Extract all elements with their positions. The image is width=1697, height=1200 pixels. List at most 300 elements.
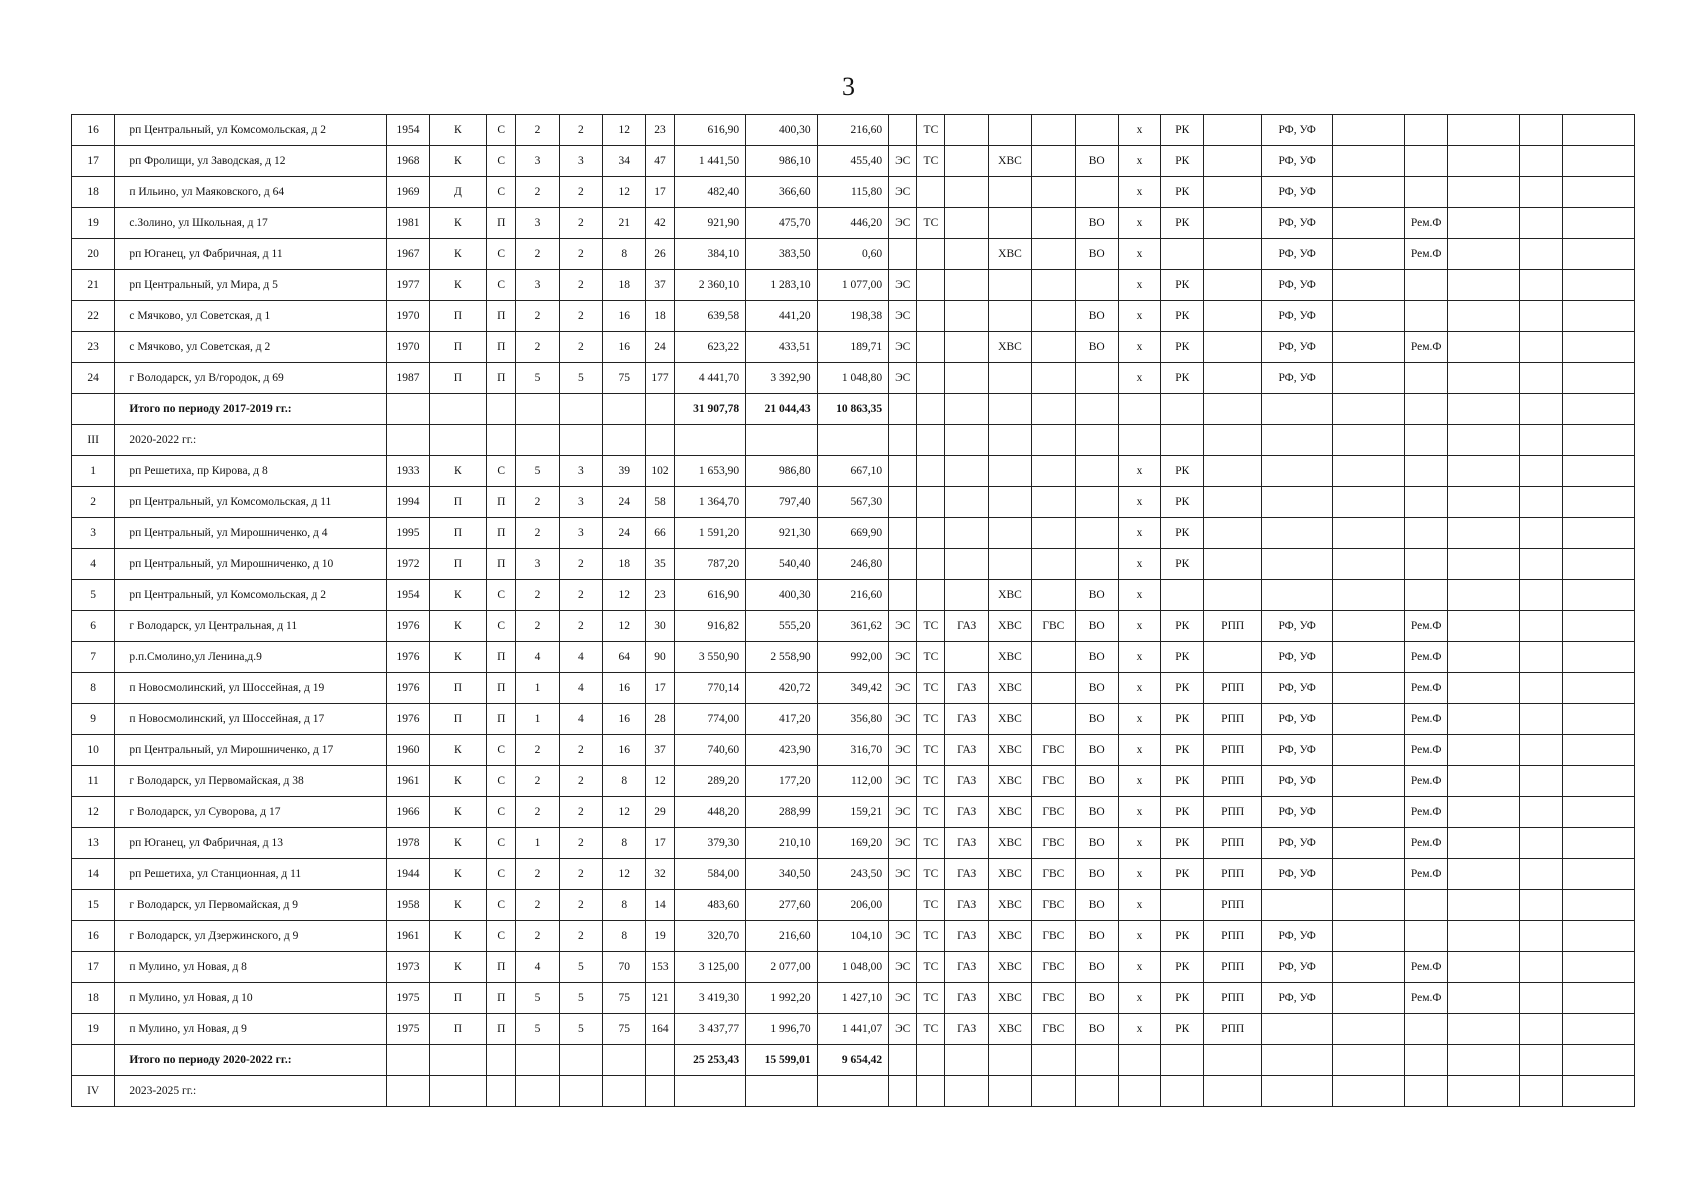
table-cell: х — [1118, 301, 1160, 332]
table-cell: 5 — [559, 1014, 602, 1045]
table-cell: 12 — [603, 797, 646, 828]
table-cell — [1333, 518, 1405, 549]
table-cell: 5 — [559, 983, 602, 1014]
table-cell: 1966 — [387, 797, 429, 828]
table-cell: К — [429, 952, 486, 983]
table-cell: 115,80 — [817, 177, 889, 208]
table-cell: ХВС — [988, 766, 1031, 797]
table-cell: 384,10 — [674, 239, 746, 270]
table-cell: х — [1118, 239, 1160, 270]
table-cell — [603, 394, 646, 425]
table-cell: ТС — [917, 859, 945, 890]
table-cell: 75 — [603, 983, 646, 1014]
table-cell: 198,38 — [817, 301, 889, 332]
row-number-cell: 10 — [72, 735, 115, 766]
table-cell — [516, 394, 559, 425]
table-cell — [1161, 1076, 1204, 1107]
table-cell: 66 — [646, 518, 674, 549]
table-cell — [746, 425, 818, 456]
table-cell: 15 599,01 — [746, 1045, 818, 1076]
table-cell — [1204, 363, 1261, 394]
table-cell: Рем.Ф — [1404, 952, 1447, 983]
row-number-cell: 16 — [72, 115, 115, 146]
table-cell: К — [429, 642, 486, 673]
table-cell — [889, 580, 917, 611]
table-cell: Д — [429, 177, 486, 208]
table-cell: Рем.Ф — [1404, 859, 1447, 890]
table-cell: 797,40 — [746, 487, 818, 518]
table-cell: С — [487, 766, 516, 797]
table-cell: 2 — [559, 580, 602, 611]
table-cell: 8 — [603, 890, 646, 921]
table-row — [72, 177, 1635, 208]
table-cell: РК — [1161, 301, 1204, 332]
table-cell: 349,42 — [817, 673, 889, 704]
address-cell: г Володарск, ул Суворова, д 17 — [115, 797, 387, 828]
table-cell — [1333, 301, 1405, 332]
registry-table — [71, 114, 1635, 1107]
table-cell — [1032, 549, 1075, 580]
table-cell — [1448, 797, 1520, 828]
table-cell: 567,30 — [817, 487, 889, 518]
table-cell: ХВС — [988, 642, 1031, 673]
table-cell: 153 — [646, 952, 674, 983]
table-cell — [1333, 642, 1405, 673]
table-cell: Рем.Ф — [1404, 797, 1447, 828]
table-cell — [1448, 952, 1520, 983]
table-cell: РПП — [1204, 890, 1261, 921]
table-cell: 16 — [603, 704, 646, 735]
table-cell: ТС — [917, 115, 945, 146]
table-cell — [1563, 270, 1635, 301]
address-cell: г Володарск, ул Первомайская, д 38 — [115, 766, 387, 797]
row-number-cell: 18 — [72, 177, 115, 208]
table-cell: 1 077,00 — [817, 270, 889, 301]
table-cell — [1448, 673, 1520, 704]
table-cell: 433,51 — [746, 332, 818, 363]
table-cell — [1161, 425, 1204, 456]
table-cell: С — [487, 177, 516, 208]
table-cell: ХВС — [988, 1014, 1031, 1045]
table-cell: х — [1118, 363, 1160, 394]
table-cell — [1448, 549, 1520, 580]
table-cell: РПП — [1204, 952, 1261, 983]
table-cell: ГВС — [1032, 983, 1075, 1014]
table-cell — [1118, 425, 1160, 456]
table-cell — [1204, 208, 1261, 239]
table-cell: 121 — [646, 983, 674, 1014]
table-cell — [917, 549, 945, 580]
table-cell: 2 — [559, 239, 602, 270]
table-cell — [1519, 1014, 1562, 1045]
table-cell — [603, 1045, 646, 1076]
address-cell: с.Золино, ул Школьная, д 17 — [115, 208, 387, 239]
table-cell — [1448, 1045, 1520, 1076]
table-cell — [917, 580, 945, 611]
table-cell — [1333, 673, 1405, 704]
table-cell: 58 — [646, 487, 674, 518]
table-cell — [1333, 208, 1405, 239]
table-cell — [1161, 580, 1204, 611]
table-cell: 616,90 — [674, 115, 746, 146]
table-cell — [1563, 487, 1635, 518]
table-cell: 21 — [603, 208, 646, 239]
table-cell: 2 — [516, 890, 559, 921]
table-cell — [1032, 1045, 1075, 1076]
table-cell: 3 392,90 — [746, 363, 818, 394]
table-cell: К — [429, 921, 486, 952]
row-number-cell: 11 — [72, 766, 115, 797]
table-cell: ЭС — [889, 146, 917, 177]
table-row — [72, 797, 1635, 828]
table-cell: П — [487, 487, 516, 518]
table-cell: К — [429, 828, 486, 859]
table-cell: 2 — [516, 921, 559, 952]
table-cell: 288,99 — [746, 797, 818, 828]
table-cell — [1261, 456, 1333, 487]
table-cell: ГАЗ — [945, 797, 988, 828]
table-cell: 1 — [516, 704, 559, 735]
table-cell: 1973 — [387, 952, 429, 983]
table-cell: 17 — [646, 673, 674, 704]
table-cell: ЭС — [889, 766, 917, 797]
table-cell: х — [1118, 1014, 1160, 1045]
table-cell: ТС — [917, 704, 945, 735]
table-row — [72, 425, 1635, 456]
table-cell — [917, 301, 945, 332]
table-cell — [1519, 735, 1562, 766]
table-cell — [1261, 487, 1333, 518]
table-cell — [889, 890, 917, 921]
table-cell — [1563, 611, 1635, 642]
table-cell: 5 — [516, 983, 559, 1014]
table-cell — [988, 301, 1031, 332]
table-cell: 1 591,20 — [674, 518, 746, 549]
table-cell — [429, 1076, 486, 1107]
table-cell — [1032, 332, 1075, 363]
table-cell: 8 — [603, 766, 646, 797]
table-cell — [1448, 394, 1520, 425]
table-cell: П — [487, 704, 516, 735]
table-cell: 1972 — [387, 549, 429, 580]
row-number-cell: 14 — [72, 859, 115, 890]
table-row — [72, 611, 1635, 642]
table-cell — [1563, 177, 1635, 208]
table-cell — [1333, 487, 1405, 518]
table-cell: ГАЗ — [945, 952, 988, 983]
table-cell: К — [429, 859, 486, 890]
table-cell — [945, 332, 988, 363]
table-cell: 3 419,30 — [674, 983, 746, 1014]
table-cell — [1404, 1014, 1447, 1045]
table-cell: 21 044,43 — [746, 394, 818, 425]
table-cell: ТС — [917, 828, 945, 859]
table-cell: 639,58 — [674, 301, 746, 332]
table-cell: ЭС — [889, 270, 917, 301]
table-cell: 3 550,90 — [674, 642, 746, 673]
table-cell: П — [429, 673, 486, 704]
table-cell: ГАЗ — [945, 859, 988, 890]
table-cell — [917, 1045, 945, 1076]
table-cell — [1448, 270, 1520, 301]
table-cell — [889, 549, 917, 580]
table-cell: 1969 — [387, 177, 429, 208]
table-cell: К — [429, 239, 486, 270]
table-cell: 189,71 — [817, 332, 889, 363]
table-row — [72, 952, 1635, 983]
table-cell: РФ, УФ — [1261, 921, 1333, 952]
table-cell — [917, 1076, 945, 1107]
table-cell: РФ, УФ — [1261, 146, 1333, 177]
table-row — [72, 115, 1635, 146]
table-cell: РФ, УФ — [1261, 611, 1333, 642]
table-cell: ВО — [1075, 859, 1118, 890]
table-cell: ГАЗ — [945, 983, 988, 1014]
table-cell: 2 — [559, 921, 602, 952]
table-cell: РФ, УФ — [1261, 828, 1333, 859]
table-cell — [1404, 890, 1447, 921]
table-cell — [917, 270, 945, 301]
table-cell: Рем.Ф — [1404, 735, 1447, 766]
table-cell: 340,50 — [746, 859, 818, 890]
table-cell: П — [487, 642, 516, 673]
table-row — [72, 363, 1635, 394]
table-cell: ЭС — [889, 642, 917, 673]
table-cell — [559, 394, 602, 425]
table-cell: ЭС — [889, 363, 917, 394]
table-cell: П — [487, 301, 516, 332]
table-cell: 3 — [559, 146, 602, 177]
table-cell — [1261, 549, 1333, 580]
table-cell: 383,50 — [746, 239, 818, 270]
table-cell — [387, 1045, 429, 1076]
table-cell — [1563, 1014, 1635, 1045]
table-cell: 921,90 — [674, 208, 746, 239]
table-cell: РФ, УФ — [1261, 332, 1333, 363]
table-cell — [1333, 797, 1405, 828]
table-cell: Рем.Ф — [1404, 983, 1447, 1014]
table-cell: РПП — [1204, 983, 1261, 1014]
table-cell: ЭС — [889, 859, 917, 890]
table-cell — [889, 518, 917, 549]
table-cell — [1161, 890, 1204, 921]
row-number-cell: 8 — [72, 673, 115, 704]
table-cell: ТС — [917, 611, 945, 642]
table-cell — [1204, 239, 1261, 270]
table-cell — [1519, 239, 1562, 270]
table-cell: 177,20 — [746, 766, 818, 797]
table-cell — [1075, 456, 1118, 487]
table-cell: ГАЗ — [945, 673, 988, 704]
table-cell — [1075, 425, 1118, 456]
table-cell: 320,70 — [674, 921, 746, 952]
table-cell — [1563, 208, 1635, 239]
table-cell — [945, 1076, 988, 1107]
table-cell: х — [1118, 735, 1160, 766]
table-cell: 3 — [516, 208, 559, 239]
table-cell — [945, 1045, 988, 1076]
table-cell: 379,30 — [674, 828, 746, 859]
table-cell: 475,70 — [746, 208, 818, 239]
table-cell — [1032, 146, 1075, 177]
table-cell — [1032, 487, 1075, 518]
row-number-cell: 9 — [72, 704, 115, 735]
table-cell: 3 — [559, 456, 602, 487]
table-cell — [1204, 549, 1261, 580]
table-cell: 1970 — [387, 301, 429, 332]
table-cell: 4 — [516, 642, 559, 673]
table-cell — [1448, 518, 1520, 549]
table-cell — [1075, 270, 1118, 301]
table-cell: 12 — [646, 766, 674, 797]
table-cell — [1563, 301, 1635, 332]
table-cell: 2 — [559, 766, 602, 797]
table-cell: 3 — [516, 270, 559, 301]
table-cell: ЭС — [889, 735, 917, 766]
row-number-cell — [72, 394, 115, 425]
table-cell: ТС — [917, 952, 945, 983]
table-cell — [646, 425, 674, 456]
table-cell: 555,20 — [746, 611, 818, 642]
table-cell: С — [487, 797, 516, 828]
table-cell: 400,30 — [746, 580, 818, 611]
row-number-cell: 17 — [72, 952, 115, 983]
table-cell: 3 — [516, 146, 559, 177]
table-cell: 1960 — [387, 735, 429, 766]
table-cell — [945, 301, 988, 332]
table-cell: 1958 — [387, 890, 429, 921]
table-cell: 986,10 — [746, 146, 818, 177]
table-cell: РПП — [1204, 828, 1261, 859]
table-cell: РК — [1161, 549, 1204, 580]
table-cell — [1519, 611, 1562, 642]
table-cell — [917, 332, 945, 363]
table-cell — [1563, 828, 1635, 859]
table-cell — [1118, 1076, 1160, 1107]
table-cell — [1519, 828, 1562, 859]
table-cell: К — [429, 146, 486, 177]
table-cell: П — [487, 549, 516, 580]
table-cell — [1404, 301, 1447, 332]
table-row — [72, 549, 1635, 580]
table-cell: РК — [1161, 456, 1204, 487]
table-cell: С — [487, 890, 516, 921]
table-cell — [988, 1076, 1031, 1107]
table-cell: ГВС — [1032, 921, 1075, 952]
table-cell — [1519, 673, 1562, 704]
table-cell — [1519, 859, 1562, 890]
table-cell — [1404, 1076, 1447, 1107]
address-cell: рп Решетиха, ул Станционная, д 11 — [115, 859, 387, 890]
table-cell — [487, 1045, 516, 1076]
table-cell — [1448, 611, 1520, 642]
table-cell — [1333, 146, 1405, 177]
table-cell: ХВС — [988, 921, 1031, 952]
table-cell — [1261, 890, 1333, 921]
table-cell: ГАЗ — [945, 921, 988, 952]
table-cell: 210,10 — [746, 828, 818, 859]
table-cell: РК — [1161, 270, 1204, 301]
table-cell: х — [1118, 673, 1160, 704]
table-cell — [1448, 1014, 1520, 1045]
table-cell: П — [429, 549, 486, 580]
row-number-cell: III — [72, 425, 115, 456]
table-cell — [1333, 456, 1405, 487]
table-cell — [1519, 1045, 1562, 1076]
table-cell: 16 — [603, 673, 646, 704]
table-cell: П — [487, 673, 516, 704]
table-cell — [1333, 549, 1405, 580]
table-cell: ХВС — [988, 580, 1031, 611]
table-cell: П — [487, 1014, 516, 1045]
table-cell — [1563, 890, 1635, 921]
table-cell: РПП — [1204, 1014, 1261, 1045]
table-cell: РК — [1161, 487, 1204, 518]
table-cell — [1519, 456, 1562, 487]
table-cell — [1563, 766, 1635, 797]
table-cell — [817, 425, 889, 456]
table-cell: х — [1118, 580, 1160, 611]
table-row — [72, 983, 1635, 1014]
table-cell: Рем.Ф — [1404, 704, 1447, 735]
address-cell: Итого по периоду 2020-2022 гг.: — [115, 1045, 387, 1076]
table-cell: ХВС — [988, 890, 1031, 921]
table-cell — [1448, 177, 1520, 208]
table-cell: 1995 — [387, 518, 429, 549]
table-cell — [1032, 239, 1075, 270]
table-cell: 423,90 — [746, 735, 818, 766]
table-cell: 740,60 — [674, 735, 746, 766]
table-cell: ВО — [1075, 828, 1118, 859]
row-number-cell: 3 — [72, 518, 115, 549]
table-cell: 1 992,20 — [746, 983, 818, 1014]
table-cell — [1448, 890, 1520, 921]
table-cell — [945, 425, 988, 456]
table-cell — [1519, 270, 1562, 301]
table-cell: ВО — [1075, 332, 1118, 363]
address-cell: рп Центральный, ул Мирошниченко, д 17 — [115, 735, 387, 766]
table-cell — [917, 425, 945, 456]
table-cell: ХВС — [988, 673, 1031, 704]
table-cell — [646, 394, 674, 425]
table-cell: П — [487, 983, 516, 1014]
table-cell: 1976 — [387, 704, 429, 735]
table-cell — [1261, 1014, 1333, 1045]
table-row — [72, 580, 1635, 611]
table-cell: ХВС — [988, 332, 1031, 363]
table-cell — [1404, 456, 1447, 487]
table-cell: ТС — [917, 766, 945, 797]
table-cell: х — [1118, 983, 1160, 1014]
table-cell: ТС — [917, 673, 945, 704]
address-cell: г Володарск, ул В/городок, д 69 — [115, 363, 387, 394]
table-cell — [1563, 1076, 1635, 1107]
table-cell: 19 — [646, 921, 674, 952]
table-cell: 30 — [646, 611, 674, 642]
table-cell — [1118, 394, 1160, 425]
table-cell — [945, 394, 988, 425]
table-cell: 2 — [559, 301, 602, 332]
table-cell — [1448, 983, 1520, 1014]
table-cell: 0,60 — [817, 239, 889, 270]
table-cell: ЭС — [889, 611, 917, 642]
table-cell: 31 907,78 — [674, 394, 746, 425]
table-cell: х — [1118, 859, 1160, 890]
table-cell — [1448, 1076, 1520, 1107]
table-cell: 1968 — [387, 146, 429, 177]
table-cell — [1075, 518, 1118, 549]
table-cell — [1563, 921, 1635, 952]
